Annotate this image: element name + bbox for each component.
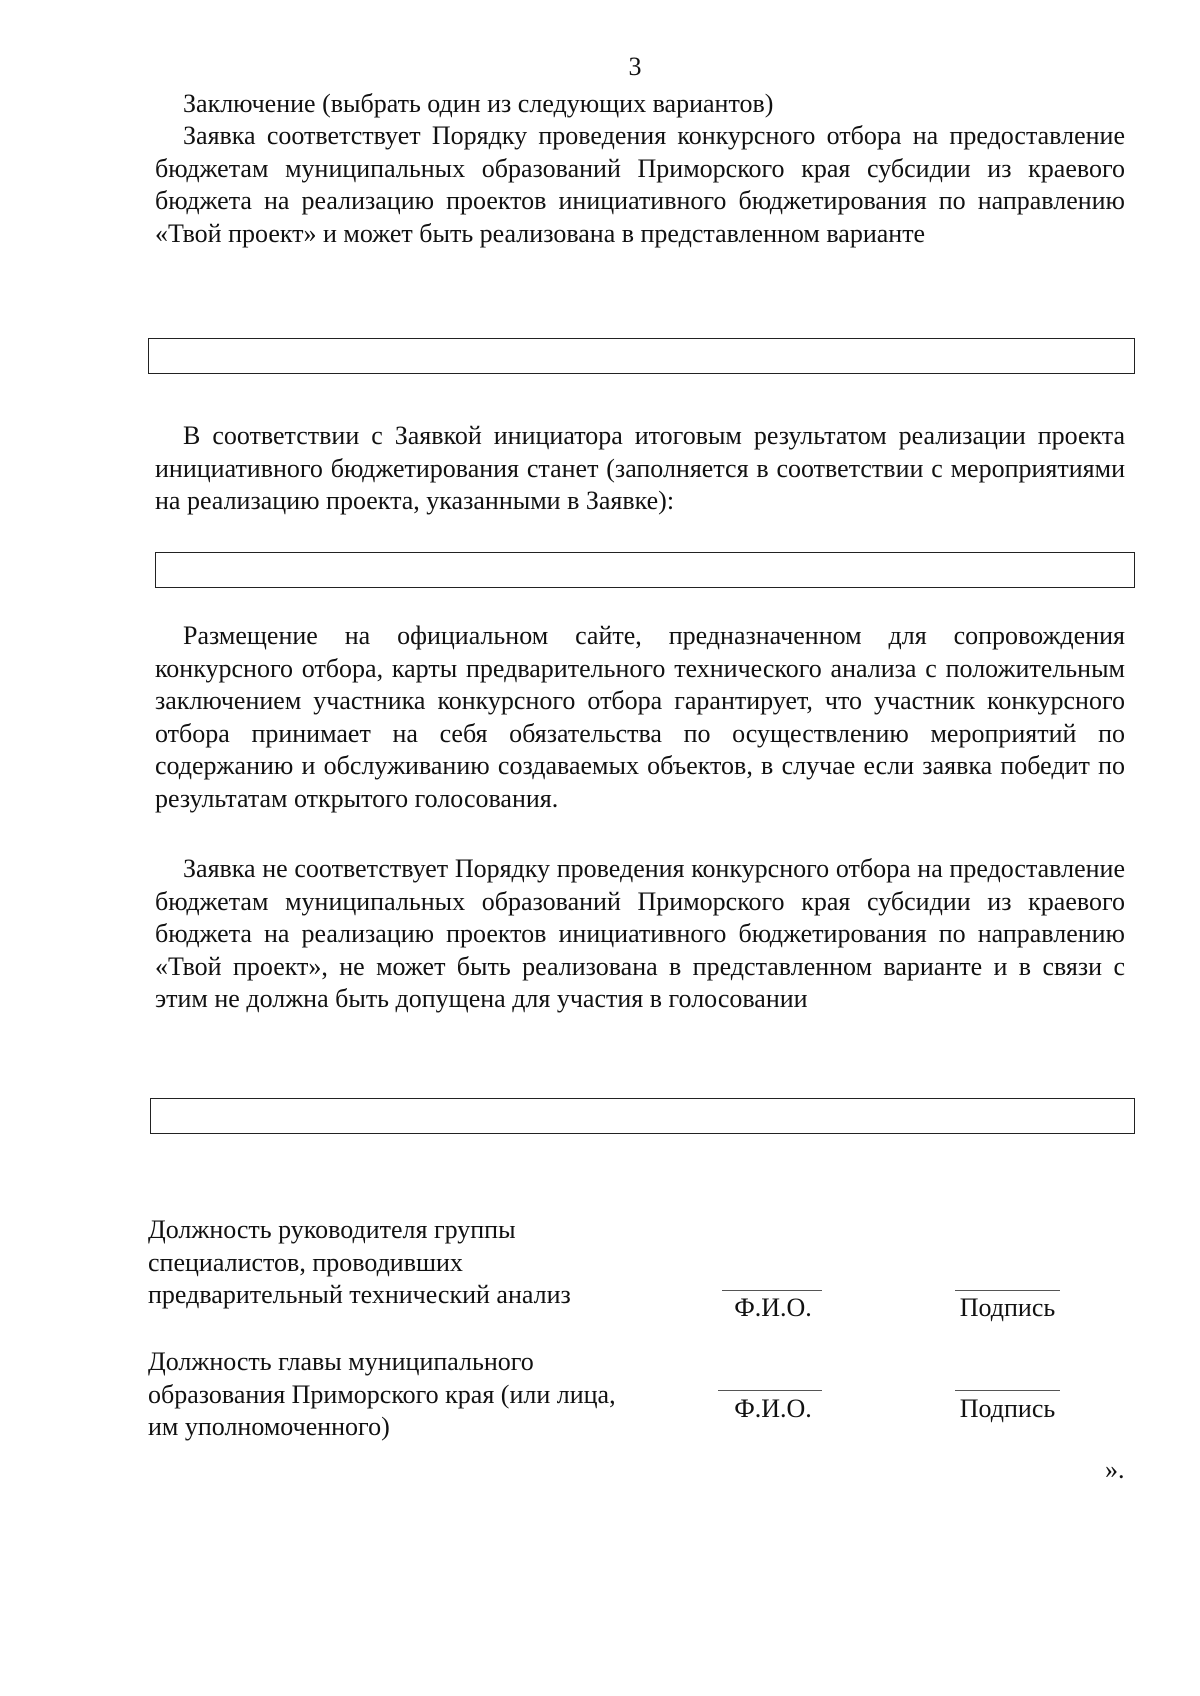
fio-label: Ф.И.О.: [734, 1293, 812, 1322]
fio-label: Ф.И.О.: [734, 1394, 812, 1423]
signature-line: [955, 1290, 1060, 1291]
negative-conclusion-paragraph: Заявка не соответствует Порядку проведения конкурсного отбора на предоставление бюджетам муниципальных образований Приморского края субсидии из краевого бюджета на реализацию проектов инициативного бюджетирования по направлению «Твой проект», не может быть реализована в представленном варианте и в связи с этим не должна быть допущена для участия в голосовании: [155, 854, 1125, 1013]
placement-paragraph: Размещение на официальном сайте, предназначенном для сопровождения конкурсного отбора, карты предварительного технического анализа с положительным заключением участника конкурсного отбора гарантирует, что участник конкурсного отбора принимает на себя обязательства по осуществлению мероприятий по содержанию и обслуживанию создаваемых объектов, в случае если заявка победит по результатам открытого голосования.: [155, 621, 1125, 813]
signature-label: Подпись: [959, 1394, 1056, 1423]
positive-conclusion-field[interactable]: [148, 338, 1135, 374]
signature-line: [955, 1390, 1060, 1391]
negative-conclusion-field[interactable]: [150, 1098, 1135, 1134]
closing-quote: ».: [1105, 1455, 1125, 1484]
signature-label: Подпись: [959, 1293, 1056, 1322]
fio-line: [718, 1390, 822, 1391]
signature-position-head-of-municipality: Должность главы муниципального образования Приморского края (или лица, им уполномоченного): [148, 1347, 616, 1441]
conclusion-heading: Заключение (выбрать один из следующих вариантов): [183, 89, 774, 118]
conclusion-option-positive: Заявка соответствует Порядку проведения конкурсного отбора на предоставление бюджетам муниципальных образований Приморского края субсидии из краевого бюджета на реализацию проектов инициативного бюджетирования по направлению «Твой проект» и может быть реализована в представленном варианте: [155, 121, 1125, 248]
signature-position-head-of-group: Должность руководителя группы специалистов, проводивших предварительный технический анализ: [148, 1215, 571, 1309]
fio-line: [722, 1290, 822, 1291]
result-field[interactable]: [155, 552, 1135, 588]
page-number: 3: [628, 52, 642, 81]
result-paragraph: В соответствии с Заявкой инициатора итоговым результатом реализации проекта инициативного бюджетирования станет (заполняется в соответствии с мероприятиями на реализацию проекта, указанными в Заявке):: [155, 421, 1125, 515]
